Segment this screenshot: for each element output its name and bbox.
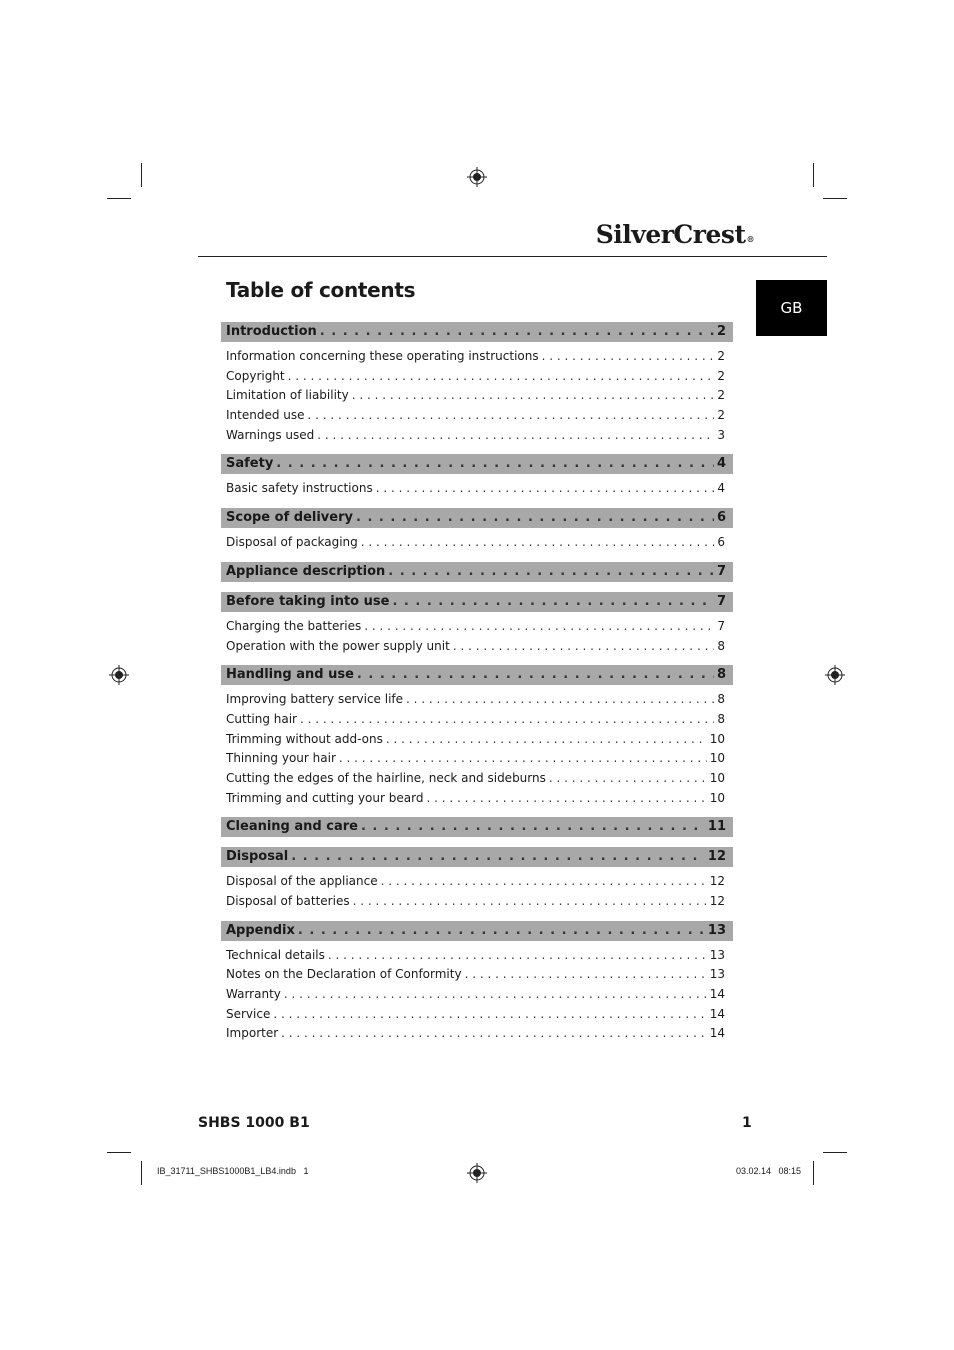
dot-leader	[364, 617, 714, 637]
toc-entry[interactable]	[221, 690, 733, 710]
toc-section-title: Appliance description	[226, 563, 386, 579]
toc-section-title: Disposal	[226, 849, 289, 865]
toc-entry-label: Technical details	[226, 947, 325, 962]
dot-leader	[300, 710, 714, 730]
dot-leader	[288, 367, 715, 387]
dot-leader	[328, 946, 707, 966]
print-slug-timestamp: 03.02.14 08:15	[736, 1166, 802, 1176]
toc-entry-label: Copyright	[226, 368, 285, 383]
toc-section-page: 4	[716, 456, 726, 472]
toc-entry[interactable]	[221, 386, 733, 406]
toc-entry-page: 10	[709, 770, 725, 785]
toc-entry-page: 4	[717, 481, 725, 496]
toc-section-heading[interactable]	[221, 665, 733, 685]
toc-entry-page: 12	[709, 874, 725, 889]
toc-entry-page: 3	[717, 427, 725, 442]
toc-entry-label: Operation with the power supply unit	[226, 638, 450, 653]
brand-name: SilverCrest	[595, 220, 746, 249]
toc-entry-page: 13	[709, 967, 725, 982]
dot-leader	[353, 892, 707, 912]
dot-leader	[308, 406, 715, 426]
toc-entry-page: 2	[717, 408, 725, 423]
footer-page-number: 1	[742, 1115, 752, 1131]
toc-section-page: 13	[707, 922, 726, 938]
registered-mark: ®	[746, 234, 754, 244]
dot-leader	[465, 965, 707, 985]
toc-entry-page: 8	[717, 692, 725, 707]
toc-entry-label: Trimming without add-ons	[226, 731, 383, 746]
toc-entry[interactable]	[221, 1005, 733, 1025]
toc-entry-label: Notes on the Declaration of Conformity	[226, 967, 462, 982]
toc-section-title: Introduction	[226, 324, 317, 339]
toc-entry-list	[221, 612, 733, 656]
toc-entry[interactable]	[221, 426, 733, 446]
toc-entry[interactable]	[221, 965, 733, 985]
dot-leader	[453, 637, 715, 657]
toc-section-title: Scope of delivery	[226, 510, 353, 526]
dot-leader	[281, 1024, 707, 1044]
toc-entry-page: 10	[709, 790, 725, 805]
crop-mark	[141, 163, 142, 187]
toc-entry-page: 14	[709, 1026, 725, 1041]
toc-entry[interactable]	[221, 347, 733, 367]
dot-leader	[426, 789, 706, 809]
toc-entry-list	[221, 685, 733, 808]
dot-leader	[352, 386, 715, 406]
dot-leader	[361, 817, 705, 837]
toc-entry-label: Disposal of packaging	[226, 535, 358, 550]
toc-section-heading[interactable]	[221, 921, 733, 941]
toc-entry[interactable]	[221, 710, 733, 730]
crop-mark	[823, 198, 847, 199]
toc-entry[interactable]	[221, 479, 733, 499]
toc-section-page: 12	[707, 849, 726, 865]
toc-section-heading[interactable]	[221, 817, 733, 837]
toc-entry[interactable]	[221, 946, 733, 966]
crop-mark	[813, 1161, 814, 1185]
toc-entry-list	[221, 941, 733, 1044]
toc-entry-list	[221, 474, 733, 499]
toc-entry-label: Trimming and cutting your beard	[226, 790, 424, 805]
dot-leader	[284, 985, 707, 1005]
header-divider	[198, 256, 827, 257]
toc-section-heading[interactable]	[221, 847, 733, 867]
toc-section-page: 7	[716, 593, 726, 609]
toc-section-title: Handling and use	[226, 667, 354, 683]
dot-leader	[357, 665, 714, 685]
toc-entry-label: Warranty	[226, 987, 281, 1002]
registration-mark-icon	[467, 167, 487, 187]
page-title: Table of contents	[226, 278, 416, 302]
toc-section-title: Before taking into use	[226, 593, 390, 609]
dot-leader	[381, 872, 707, 892]
toc-section-page: 7	[716, 563, 726, 579]
registration-mark-icon	[109, 665, 129, 685]
toc-entry-label: Importer	[226, 1026, 279, 1041]
toc-entry-label: Service	[226, 1006, 271, 1021]
toc-section-heading[interactable]	[221, 322, 733, 342]
toc-entry[interactable]	[221, 367, 733, 387]
toc-entry-list	[221, 342, 733, 445]
registration-mark-icon	[467, 1163, 487, 1183]
toc-entry-page: 8	[717, 638, 725, 653]
toc-entry[interactable]	[221, 985, 733, 1005]
crop-mark	[823, 1152, 847, 1153]
toc-entry-label: Warnings used	[226, 427, 315, 442]
toc-section-title: Appendix	[226, 922, 295, 938]
toc-section-page: 8	[716, 667, 726, 683]
dot-leader	[276, 454, 714, 474]
toc-entry[interactable]	[221, 789, 733, 809]
toc-entry[interactable]	[221, 749, 733, 769]
toc-section-heading[interactable]	[221, 508, 733, 528]
crop-mark	[107, 198, 131, 199]
toc-entry-label: Intended use	[226, 408, 305, 423]
toc-entry-label: Disposal of batteries	[226, 894, 350, 908]
toc-section-title: Cleaning and care	[226, 819, 358, 835]
toc-entry-page: 12	[709, 894, 725, 908]
dot-leader	[291, 847, 705, 867]
toc-entry-page: 10	[709, 731, 725, 746]
footer-model: SHBS 1000 B1	[198, 1115, 310, 1131]
toc-entry-label: Limitation of liability	[226, 388, 349, 403]
toc-entry-label: Cutting the edges of the hairline, neck and sideburns	[226, 770, 546, 785]
toc-section-page: 2	[716, 324, 726, 339]
toc-entry-label: Basic safety instructions	[226, 481, 373, 496]
toc-entry-page: 14	[709, 1006, 725, 1021]
toc-entry-page: 2	[717, 349, 725, 363]
toc-entry-page: 2	[717, 388, 725, 403]
toc-entry[interactable]	[221, 617, 733, 637]
toc-entry-page: 14	[709, 987, 725, 1002]
dot-leader	[392, 592, 714, 612]
toc-entry-list	[221, 528, 733, 553]
dot-leader	[273, 1005, 706, 1025]
dot-leader	[406, 690, 714, 710]
toc-entry-label: Cutting hair	[226, 711, 297, 726]
crop-mark	[141, 1161, 142, 1185]
toc-section-page: 6	[716, 510, 726, 526]
dot-leader	[542, 347, 715, 367]
crop-mark	[813, 163, 814, 187]
toc-entry[interactable]	[221, 730, 733, 750]
toc-entry-label: Thinning your hair	[226, 751, 336, 766]
dot-leader	[317, 426, 714, 446]
toc-entry[interactable]	[221, 406, 733, 426]
toc-entry-label: Improving battery service life	[226, 692, 404, 707]
toc-section-title: Safety	[226, 456, 274, 472]
toc-entry-list	[221, 867, 733, 911]
table-of-contents	[221, 322, 733, 1053]
toc-section-heading[interactable]	[221, 454, 733, 474]
toc-entry[interactable]	[221, 637, 733, 657]
dot-leader	[320, 322, 714, 342]
crop-mark	[107, 1152, 131, 1153]
toc-entry-page: 7	[717, 618, 725, 633]
dot-leader	[298, 921, 705, 941]
registration-mark-icon	[825, 665, 845, 685]
toc-entry-page: 13	[709, 947, 725, 962]
dot-leader	[386, 730, 707, 750]
toc-entry-page: 6	[717, 535, 725, 550]
toc-entry[interactable]	[221, 872, 733, 892]
toc-entry[interactable]	[221, 533, 733, 553]
brand-logo	[596, 220, 754, 250]
toc-entry[interactable]	[221, 892, 733, 912]
dot-leader	[376, 479, 715, 499]
dot-leader	[339, 749, 707, 769]
toc-entry-label: Charging the batteries	[226, 618, 362, 633]
dot-leader	[361, 533, 715, 553]
toc-section-heading[interactable]	[221, 592, 733, 612]
toc-entry[interactable]	[221, 769, 733, 789]
dot-leader	[356, 508, 714, 528]
toc-entry-page: 8	[717, 711, 725, 726]
toc-section-heading[interactable]	[221, 562, 733, 582]
toc-entry-page: 10	[709, 751, 725, 766]
toc-entry[interactable]	[221, 1024, 733, 1044]
print-slug-file: IB_31711_SHBS1000B1_LB4.indb 1	[157, 1166, 309, 1176]
toc-entry-page: 2	[717, 368, 725, 383]
toc-entry-label: Information concerning these operating instructions	[226, 349, 539, 363]
language-tab: GB	[756, 280, 827, 336]
toc-section-page: 11	[707, 819, 726, 835]
dot-leader	[549, 769, 707, 789]
toc-entry-label: Disposal of the appliance	[226, 874, 378, 889]
dot-leader	[388, 562, 714, 582]
